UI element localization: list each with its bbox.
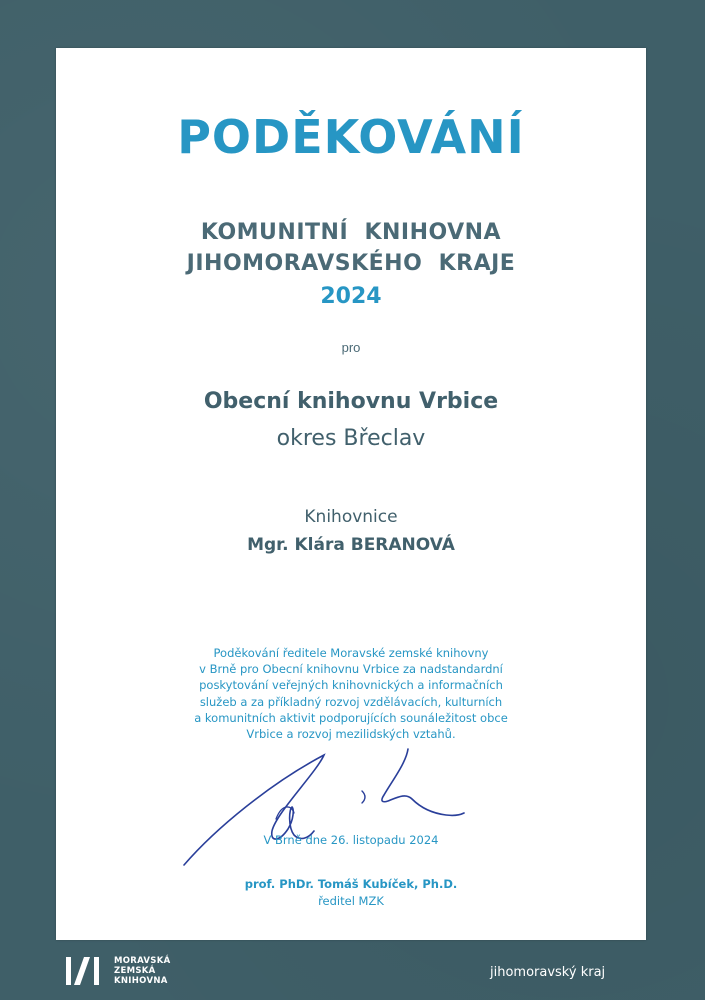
signer-name: prof. PhDr. Tomáš Kubíček, Ph.D. <box>244 877 458 891</box>
librarian-role: Knihovnice <box>304 507 398 527</box>
pro-label: pro <box>341 340 361 355</box>
recipient-name: Obecní knihovnu Vrbice <box>203 389 499 414</box>
mzk-logo-line: KNIHOVNA <box>114 976 168 986</box>
recipient-district: okres Břeclav <box>276 426 426 451</box>
certificate-title: PODĚKOVÁNÍ <box>177 110 525 164</box>
citation-line: služeb a za příkladný rozvoj vzdělávacích, kulturních <box>199 694 503 709</box>
mzk-logo-text <box>114 956 171 986</box>
citation-line: a komunitních aktivit podporujících sounáležitost obce <box>194 710 508 725</box>
date-line: V Brně dne 26. listopadu 2024 <box>263 833 439 847</box>
handwritten-signature <box>176 743 466 873</box>
mzk-logo-mark-icon <box>64 954 108 988</box>
citation-line: Poděkování ředitele Moravské zemské knihovny <box>213 646 489 660</box>
institution-line-1: KOMUNITNÍ KNIHOVNA <box>200 220 502 245</box>
award-year: 2024 <box>320 284 382 309</box>
mzk-logo-line: MORAVSKÁ <box>114 956 171 966</box>
jmk-logo: jihomoravský kraj <box>490 965 606 980</box>
citation-text <box>56 645 646 742</box>
mzk-logo <box>64 953 171 989</box>
institution-line-2: JIHOMORAVSKÉHO KRAJE <box>186 251 516 276</box>
librarian-name: Mgr. Klára BERANOVÁ <box>247 535 455 555</box>
certificate-paper <box>56 48 646 940</box>
signer-role: ředitel MZK <box>318 894 384 908</box>
citation-line: Vrbice a rozvoj mezilidských vztahů. <box>246 727 456 742</box>
citation-line: poskytování veřejných knihovnických a informačních <box>199 678 503 693</box>
citation-line: v Brně pro Obecní knihovnu Vrbice za nadstandardní <box>199 662 503 677</box>
mzk-logo-line: ZEMSKÁ <box>114 966 156 976</box>
